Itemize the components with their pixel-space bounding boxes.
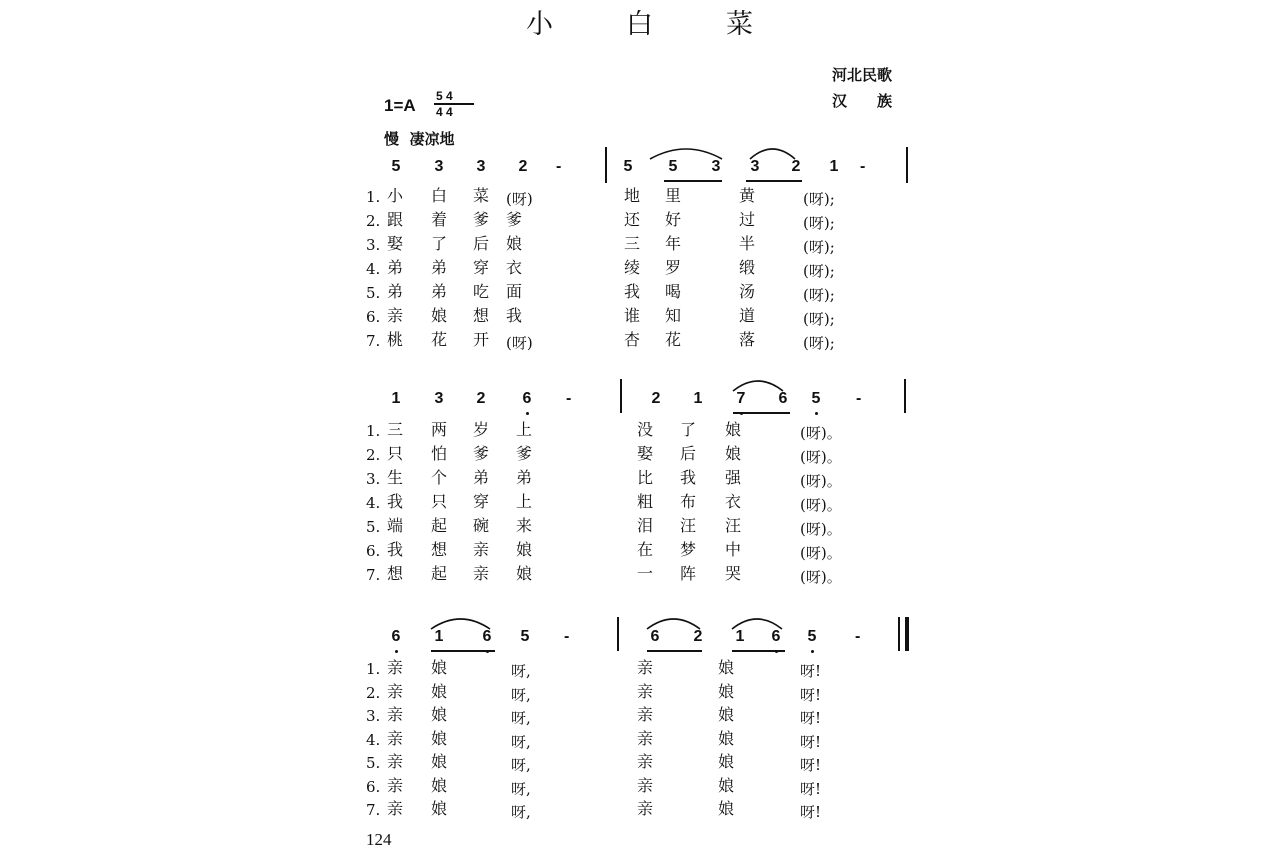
lyric-char: 亲: [637, 776, 654, 795]
lyric-char: 呀,: [511, 662, 531, 680]
origin-region: 河北民歌: [832, 66, 893, 84]
lyric-char: (呀)。: [800, 448, 842, 466]
slur: [732, 619, 782, 629]
lyric-char: 桃: [387, 330, 404, 349]
verse-number: 5.: [366, 518, 381, 536]
verse-number: 2.: [366, 446, 381, 464]
sustain-dash: -: [855, 628, 861, 645]
lyric-char: 呀!: [800, 756, 822, 774]
note: 3: [434, 390, 444, 407]
lyric-char: 道: [739, 306, 756, 325]
lyric-char: (呀)。: [800, 568, 842, 586]
lyric-char: 三: [387, 420, 404, 439]
note: 6: [391, 628, 401, 645]
lyric-char: 弟: [516, 468, 533, 487]
lyric-char: 亲: [637, 729, 654, 748]
lyric-char: 比: [637, 468, 654, 487]
note: 1: [735, 628, 745, 645]
sustain-dash: -: [556, 158, 562, 175]
lyric-char: 娘: [718, 682, 735, 701]
lyric-char: (呀);: [803, 214, 835, 232]
verse-number: 1.: [366, 422, 381, 440]
lyric-char: 呀!: [800, 686, 822, 704]
note: 2: [518, 158, 528, 175]
lyric-char: 呀!: [800, 733, 822, 751]
lyric-char: 亲: [387, 682, 404, 701]
lyric-char: 娘: [516, 564, 533, 583]
lyric-char: 吃: [473, 282, 490, 301]
lyric-char: 岁: [473, 420, 490, 439]
lyric-char: 呀!: [800, 662, 822, 680]
verse-number: 3.: [366, 236, 381, 254]
lyric-char: (呀);: [803, 334, 835, 352]
time-signature-bottom: 4 4: [436, 105, 453, 119]
lyric-char: 娘: [718, 776, 735, 795]
lyric-char: 娘: [431, 752, 448, 771]
lyric-char: 呀,: [511, 686, 531, 704]
lyric-char: 怕: [431, 444, 448, 463]
lyric-char: 中: [725, 540, 742, 559]
lyric-char: 我: [624, 282, 641, 301]
page-number: 124: [366, 830, 392, 849]
lyric-char: (呀)。: [800, 496, 842, 514]
lyric-char: 弟: [431, 282, 448, 301]
verse-number: 1.: [366, 660, 381, 678]
lyric-char: 里: [665, 186, 682, 205]
verse-number: 5.: [366, 754, 381, 772]
lyric-char: 娘: [431, 799, 448, 818]
lyric-char: 起: [431, 516, 448, 535]
verse-number: 7.: [366, 332, 381, 350]
lyric-char: 布: [680, 492, 697, 511]
lyric-char: 娘: [718, 658, 735, 677]
note: 6: [771, 628, 781, 645]
note: 3: [434, 158, 444, 175]
tempo-marking: 慢 凄凉地: [384, 130, 455, 148]
slur: [647, 619, 700, 629]
note: 1: [829, 158, 839, 175]
lyric-char: 过: [739, 210, 756, 229]
lyric-char: 亲: [637, 705, 654, 724]
lyric-char: 个: [431, 468, 448, 487]
verse-number: 2.: [366, 212, 381, 230]
lyric-char: 上: [516, 492, 533, 511]
lyric-char: 三: [624, 234, 641, 253]
lyric-char: 爹: [506, 210, 523, 229]
lyric-char: 哭: [725, 564, 742, 583]
lyric-char: 起: [431, 564, 448, 583]
lyric-char: 亲: [387, 776, 404, 795]
lyric-char: 亲: [387, 799, 404, 818]
lyric-char: 娘: [431, 705, 448, 724]
lyric-char: (呀)。: [800, 544, 842, 562]
lyric-char: 半: [739, 234, 756, 253]
lyric-char: 想: [387, 564, 404, 583]
lyric-char: (呀);: [803, 286, 835, 304]
lyric-char: 衣: [725, 492, 742, 511]
lyric-char: 菜: [473, 186, 490, 205]
lyric-char: 汪: [725, 516, 742, 535]
lyric-char: 亲: [637, 682, 654, 701]
lyric-char: 好: [665, 210, 682, 229]
title-char: 白: [626, 9, 653, 40]
lyric-char: 阵: [680, 564, 697, 583]
lyric-char: 绫: [624, 258, 641, 277]
lyric-char: 娘: [516, 540, 533, 559]
origin-ethnicity: 汉 族: [832, 92, 893, 110]
lyric-char: 弟: [387, 282, 404, 301]
lyric-char: 亲: [387, 306, 404, 325]
lyric-char: 年: [665, 234, 682, 253]
lyric-char: 知: [665, 306, 682, 325]
lyric-char: 我: [387, 540, 404, 559]
lyric-char: 娘: [431, 658, 448, 677]
lyric-char: 亲: [387, 658, 404, 677]
title-char: 小: [526, 9, 553, 40]
lyric-char: 娘: [431, 306, 448, 325]
lyric-char: 娶: [637, 444, 654, 463]
lyric-char: 黄: [739, 186, 756, 205]
verse-number: 4.: [366, 260, 381, 278]
verse-number: 3.: [366, 470, 381, 488]
lyric-char: 跟: [387, 210, 404, 229]
sustain-dash: -: [566, 390, 572, 407]
slur: [431, 619, 490, 629]
note: 3: [750, 158, 760, 175]
lyric-char: 还: [624, 210, 641, 229]
lyric-char: 想: [473, 306, 490, 325]
lyric-char: 谁: [624, 306, 641, 325]
lyric-char: 地: [624, 186, 641, 205]
verse-number: 6.: [366, 778, 381, 796]
lyric-char: 碗: [473, 516, 490, 535]
lyric-char: 汤: [739, 282, 756, 301]
lyric-char: 呀,: [511, 803, 531, 821]
lyric-char: 娘: [718, 705, 735, 724]
note: 2: [651, 390, 661, 407]
note: 5: [520, 628, 530, 645]
lyric-char: 粗: [637, 492, 654, 511]
sustain-dash: -: [856, 390, 862, 407]
note: 1: [693, 390, 703, 407]
lyric-char: 来: [516, 516, 533, 535]
lyric-char: 呀,: [511, 780, 531, 798]
note: 6: [522, 390, 532, 407]
lyric-char: 强: [725, 468, 742, 487]
lyric-char: 爹: [473, 444, 490, 463]
lyric-char: (呀);: [803, 238, 835, 256]
lyric-char: 弟: [387, 258, 404, 277]
verse-number: 1.: [366, 188, 381, 206]
lyric-char: 开: [473, 330, 490, 349]
key-signature: 1=A: [384, 96, 416, 115]
verse-number: 6.: [366, 308, 381, 326]
lyric-char: (呀);: [803, 190, 835, 208]
lyric-char: 呀,: [511, 709, 531, 727]
note: 1: [434, 628, 444, 645]
lyric-char: 只: [431, 492, 448, 511]
lyric-char: 花: [665, 330, 682, 349]
verse-number: 2.: [366, 684, 381, 702]
lyric-char: 缎: [739, 258, 756, 277]
sustain-dash: -: [564, 628, 570, 645]
note: 6: [778, 390, 788, 407]
lyric-char: 了: [680, 420, 697, 439]
lyric-char: 白: [431, 186, 448, 205]
note: 5: [668, 158, 678, 175]
lyric-char: 落: [739, 330, 756, 349]
verse-number: 3.: [366, 707, 381, 725]
lyric-char: 娶: [387, 234, 404, 253]
note: 7: [736, 390, 746, 407]
lyric-char: 生: [387, 468, 404, 487]
lyric-char: 亲: [387, 729, 404, 748]
note: 2: [693, 628, 703, 645]
lyric-char: (呀);: [803, 310, 835, 328]
lyric-char: 杏: [624, 330, 641, 349]
note: 3: [711, 158, 721, 175]
lyric-char: 面: [506, 282, 523, 301]
lyric-char: 亲: [387, 752, 404, 771]
verse-number: 7.: [366, 566, 381, 584]
lyric-char: (呀): [506, 334, 533, 352]
lyric-char: 呀!: [800, 780, 822, 798]
lyric-char: 娘: [718, 799, 735, 818]
lyric-char: 泪: [637, 516, 654, 535]
sustain-dash: -: [860, 158, 866, 175]
note: 5: [623, 158, 633, 175]
lyric-char: 亲: [637, 658, 654, 677]
note: 2: [791, 158, 801, 175]
lyric-char: 爹: [473, 210, 490, 229]
lyric-char: 弟: [473, 468, 490, 487]
lyric-char: (呀): [506, 190, 533, 208]
lyric-char: 了: [431, 234, 448, 253]
note: 5: [811, 390, 821, 407]
lyric-char: (呀)。: [800, 424, 842, 442]
verse-number: 4.: [366, 494, 381, 512]
lyric-char: 端: [387, 516, 404, 535]
lyric-char: 爹: [516, 444, 533, 463]
lyric-char: 汪: [680, 516, 697, 535]
lyric-char: 娘: [431, 729, 448, 748]
lyric-char: 衣: [506, 258, 523, 277]
lyric-char: 呀!: [800, 709, 822, 727]
lyric-char: 花: [431, 330, 448, 349]
note: 6: [482, 628, 492, 645]
title-char: 菜: [726, 9, 753, 40]
lyric-char: 弟: [431, 258, 448, 277]
lyric-char: 罗: [665, 258, 682, 277]
lyric-char: 呀,: [511, 756, 531, 774]
note: 1: [391, 390, 401, 407]
lyric-char: 在: [637, 540, 654, 559]
lyric-char: 小: [387, 186, 404, 205]
note: 3: [476, 158, 486, 175]
lyric-char: 后: [680, 444, 697, 463]
lyric-char: 娘: [718, 752, 735, 771]
lyric-char: 娘: [725, 420, 742, 439]
lyric-char: 亲: [473, 540, 490, 559]
lyric-char: (呀)。: [800, 472, 842, 490]
verse-number: 7.: [366, 801, 381, 819]
lyric-char: 亲: [387, 705, 404, 724]
verse-number: 4.: [366, 731, 381, 749]
lyric-char: 娘: [431, 682, 448, 701]
lyric-char: 呀,: [511, 733, 531, 751]
lyric-char: 娘: [431, 776, 448, 795]
lyric-char: 娘: [506, 234, 523, 253]
note: 5: [807, 628, 817, 645]
slur: [750, 149, 795, 159]
lyric-char: 后: [473, 234, 490, 253]
lyric-char: 一: [637, 564, 654, 583]
lyric-char: 我: [680, 468, 697, 487]
lyric-char: 喝: [665, 282, 682, 301]
note: 5: [391, 158, 401, 175]
slur: [650, 149, 722, 159]
time-signature-top: 5 4: [436, 89, 453, 103]
lyric-char: 穿: [473, 258, 490, 277]
lyric-char: 没: [637, 420, 654, 439]
note: 6: [650, 628, 660, 645]
slur: [733, 381, 783, 391]
lyric-char: 只: [387, 444, 404, 463]
lyric-char: (呀)。: [800, 520, 842, 538]
note: 2: [476, 390, 486, 407]
lyric-char: 娘: [718, 729, 735, 748]
verse-number: 6.: [366, 542, 381, 560]
lyric-char: 我: [506, 306, 523, 325]
lyric-char: 着: [431, 210, 448, 229]
lyric-char: 亲: [637, 799, 654, 818]
lyric-char: 想: [431, 540, 448, 559]
lyric-char: 亲: [637, 752, 654, 771]
lyric-char: 呀!: [800, 803, 822, 821]
lyric-char: 梦: [680, 540, 697, 559]
lyric-char: 我: [387, 492, 404, 511]
lyric-char: 亲: [473, 564, 490, 583]
verse-number: 5.: [366, 284, 381, 302]
lyric-char: 上: [516, 420, 533, 439]
lyric-char: 穿: [473, 492, 490, 511]
lyric-char: 两: [431, 420, 448, 439]
lyric-char: 娘: [725, 444, 742, 463]
lyric-char: (呀);: [803, 262, 835, 280]
